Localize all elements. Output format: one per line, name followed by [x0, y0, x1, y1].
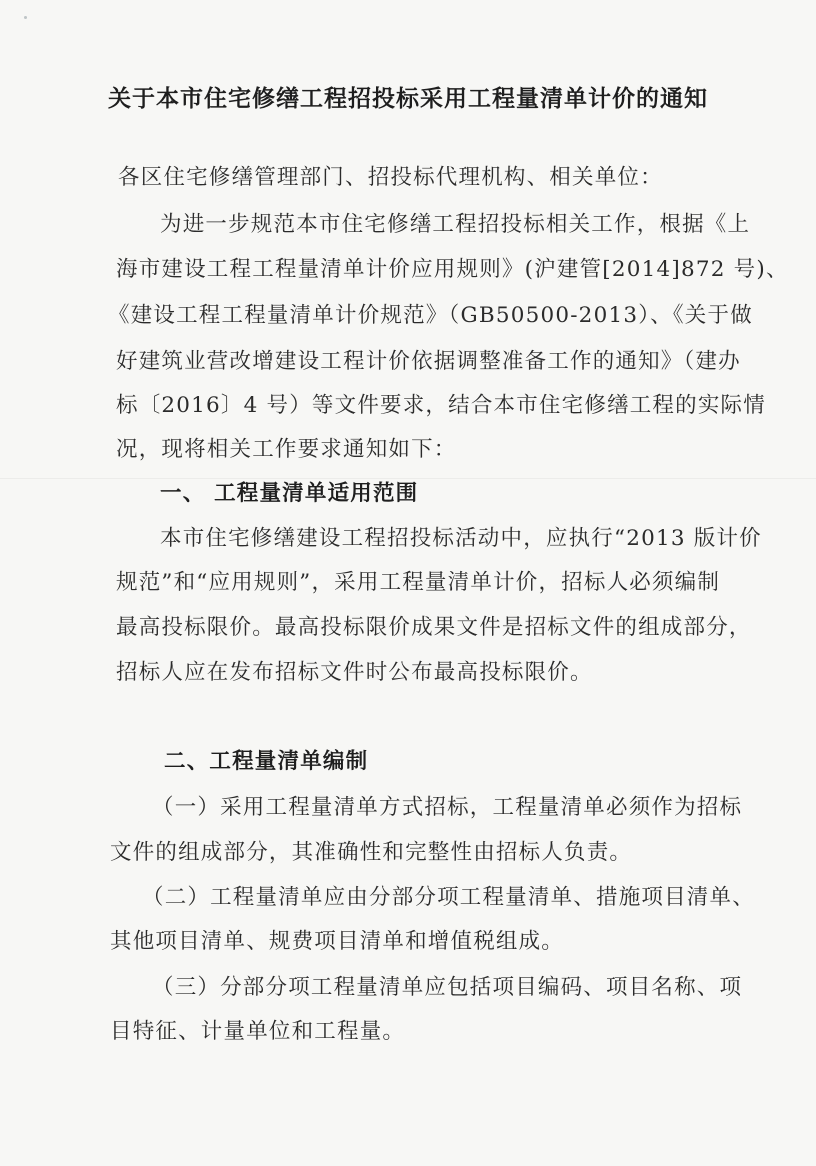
paragraph-line: 海市建设工程工程量清单计价应用规则》(沪建管[2014]872 号)、 [116, 257, 789, 282]
document-title: 关于本市住宅修缮工程招投标采用工程量清单计价的通知 [108, 85, 708, 112]
paragraph-line: 最高投标限价。最高投标限价成果文件是招标文件的组成部分， [116, 615, 752, 640]
paragraph-line: 目特征、计量单位和工程量。 [110, 1019, 406, 1044]
paragraph-line: 好建筑业营改增建设工程计价依据调整准备工作的通知》（建办 [116, 349, 741, 374]
paragraph-line: （二）工程量清单应由分部分项工程量清单、措施项目清单、 [142, 885, 755, 910]
paragraph-line: 标〔2016〕4 号）等文件要求，结合本市住宅修缮工程的实际情 [116, 393, 766, 418]
section-heading-1: 一、 工程量清单适用范围 [160, 481, 419, 506]
paragraph-line: 招标人应在发布招标文件时公布最高投标限价。 [116, 660, 593, 685]
paragraph-line: 规范”和“应用规则”，采用工程量清单计价，招标人必须编制 [116, 570, 721, 595]
paragraph-line: 况，现将相关工作要求通知如下： [116, 437, 457, 462]
salutation: 各区住宅修缮管理部门、招投标代理机构、相关单位： [118, 165, 663, 190]
paragraph-line: 其他项目清单、规费项目清单和增值税组成。 [110, 929, 565, 954]
paragraph-line: 本市住宅修缮建设工程招投标活动中，应执行“2013 版计价 [160, 526, 762, 551]
paragraph-line: 文件的组成部分，其准确性和完整性由招标人负责。 [110, 840, 633, 865]
scan-speck [24, 16, 27, 19]
section-heading-2: 二、工程量清单编制 [164, 749, 369, 774]
paragraph-line: 为进一步规范本市住宅修缮工程招投标相关工作，根据《上 [160, 212, 751, 237]
paragraph-line: 《建设工程工程量清单计价规范》（GB50500-2013）、《关于做 [108, 303, 753, 328]
paragraph-line: （一）采用工程量清单方式招标，工程量清单必须作为招标 [152, 795, 743, 820]
paragraph-line: （三）分部分项工程量清单应包括项目编码、项目名称、项 [152, 975, 743, 1000]
